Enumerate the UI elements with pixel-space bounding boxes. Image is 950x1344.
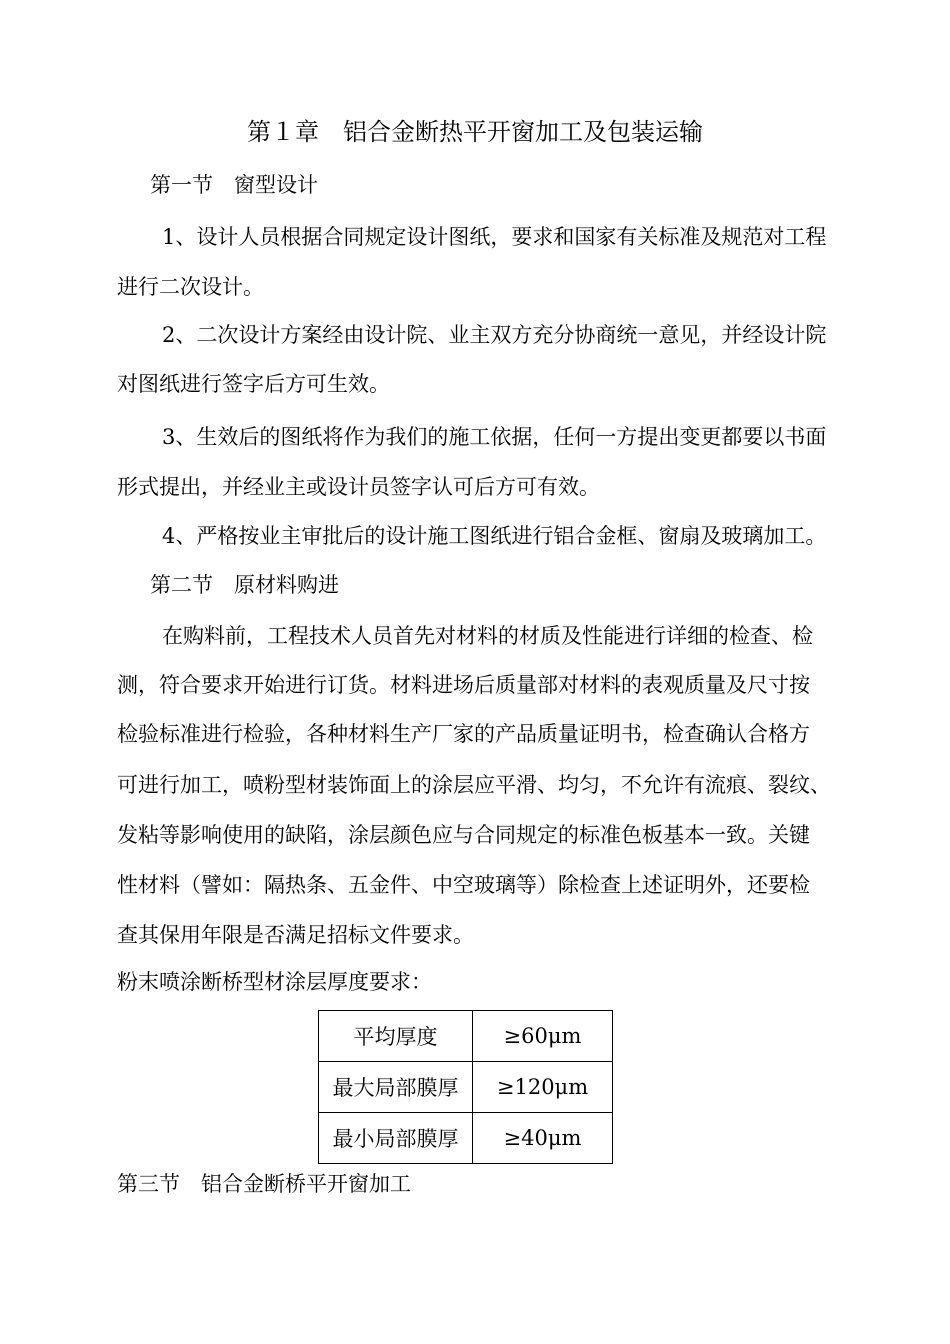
table-cell-label: 平均厚度 — [319, 1011, 473, 1062]
materials-paragraph-line-4: 可进行加工，喷粉型材装饰面上的涂层应平滑、均匀，不允许有流痕、裂纹、 — [117, 773, 831, 797]
table-caption: 粉末喷涂断桥型材涂层厚度要求： — [117, 970, 432, 994]
table-cell-value: ≥40μm — [473, 1113, 613, 1164]
materials-paragraph-line-2: 测，符合要求开始进行订货。材料进场后质量部对材料的表观质量及尺寸按 — [117, 673, 810, 697]
materials-paragraph-line-1: 在购料前，工程技术人员首先对材料的材质及性能进行详细的检查、检 — [162, 624, 813, 648]
paragraph-1-line-2: 进行二次设计。 — [117, 275, 264, 299]
section-heading-materials: 第二节 原材料购进 — [150, 573, 339, 597]
table-cell-label: 最大局部膜厚 — [319, 1062, 473, 1113]
paragraph-2-line-1: 2、二次设计方案经由设计院、业主双方充分协商统一意见，并经设计院 — [162, 323, 827, 347]
paragraph-4-line-1: 4、严格按业主审批后的设计施工图纸进行铝合金框、窗扇及玻璃加工。 — [162, 524, 827, 548]
table-cell-value: ≥60μm — [473, 1011, 613, 1062]
table-cell-label: 最小局部膜厚 — [319, 1113, 473, 1164]
section-heading-window-design: 第一节 窗型设计 — [150, 173, 318, 197]
paragraph-3-line-2: 形式提出，并经业主或设计员签字认可后方可有效。 — [117, 475, 600, 499]
paragraph-1-line-1: 1、设计人员根据合同规定设计图纸，要求和国家有关标准及规范对工程 — [162, 225, 827, 249]
materials-paragraph-line-6: 性材料（譬如：隔热条、五金件、中空玻璃等）除检查上述证明外，还要检 — [117, 873, 810, 897]
paragraph-2-line-2: 对图纸进行签字后方可生效。 — [117, 372, 390, 396]
materials-paragraph-line-5: 发粘等影响使用的缺陷，涂层颜色应与合同规定的标准色板基本一致。关键 — [117, 823, 810, 847]
coating-thickness-table — [318, 1010, 613, 1164]
table-cell-value: ≥120μm — [473, 1062, 613, 1113]
table-row — [319, 1113, 613, 1164]
materials-paragraph-line-3: 检验标准进行检验，各种材料生产厂家的产品质量证明书，检查确认合格方 — [117, 722, 810, 746]
paragraph-3-line-1: 3、生效后的图纸将作为我们的施工依据，任何一方提出变更都要以书面 — [162, 425, 827, 449]
section-heading-processing: 第三节 铝合金断桥平开窗加工 — [117, 1172, 411, 1196]
table-row — [319, 1011, 613, 1062]
materials-paragraph-line-7: 查其保用年限是否满足招标文件要求。 — [117, 923, 474, 947]
chapter-title: 第１章 铝合金断热平开窗加工及包装运输 — [247, 118, 703, 146]
table-row — [319, 1062, 613, 1113]
